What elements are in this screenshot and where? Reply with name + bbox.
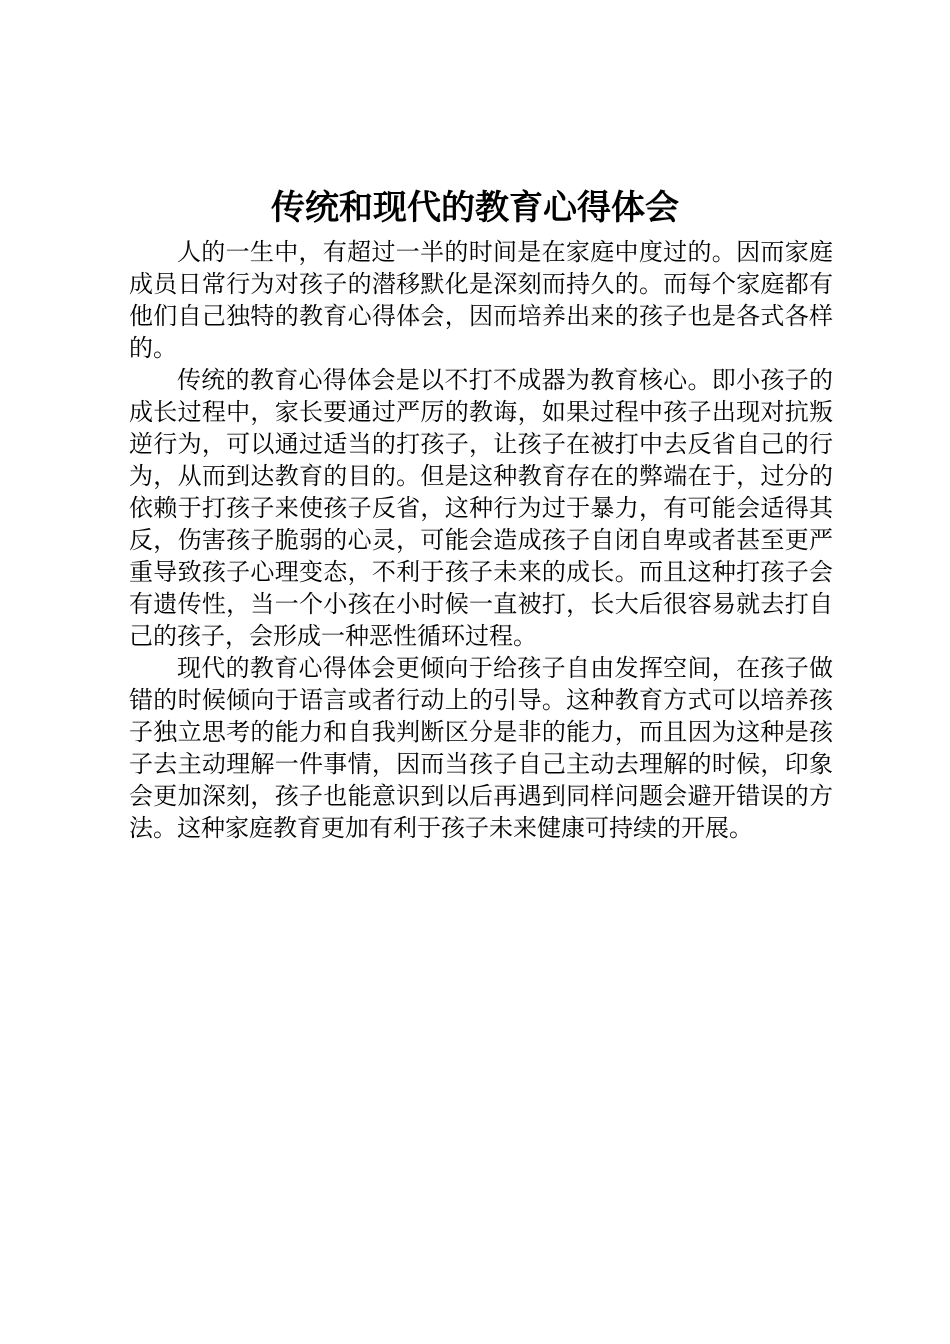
paragraph-1: 人的一生中，有超过一半的时间是在家庭中度过的。因而家庭成员日常行为对孩子的潜移默化是深刻而持久的。而每个家庭都有他们自己独特的教育心得体会，因而培养出来的孩子也是各式各样的。 xyxy=(129,238,833,362)
document-title: 传统和现代的教育心得体会 xyxy=(271,188,679,228)
paragraph-3: 现代的教育心得体会更倾向于给孩子自由发挥空间，在孩子做错的时候倾向于语言或者行动上的引导。这种教育方式可以培养孩子独立思考的能力和自我判断区分是非的能力，而且因为这种是孩子去主动理解一件事情，因而当孩子自己主动去理解的时候，印象会更加深刻，孩子也能意识到以后再遇到同样问题会避开错误的方法。这种家庭教育更加有利于孩子未来健康可持续的开展。 xyxy=(129,654,833,842)
document-body xyxy=(129,236,833,844)
paragraph-2: 传统的教育心得体会是以不打不成器为教育核心。即小孩子的成长过程中，家长要通过严厉的教诲，如果过程中孩子出现对抗叛逆行为，可以通过适当的打孩子，让孩子在被打中去反省自己的行为，从而到达教育的目的。但是这种教育存在的弊端在于，过分的依赖于打孩子来使孩子反省，这种行为过于暴力，有可能会适得其反，伤害孩子脆弱的心灵，可能会造成孩子自闭自卑或者甚至更严重导致孩子心理变态，不利于孩子未来的成长。而且这种打孩子会有遗传性，当一个小孩在小时候一直被打，长大后很容易就去打自己的孩子，会形成一种恶性循环过程。 xyxy=(129,366,833,650)
